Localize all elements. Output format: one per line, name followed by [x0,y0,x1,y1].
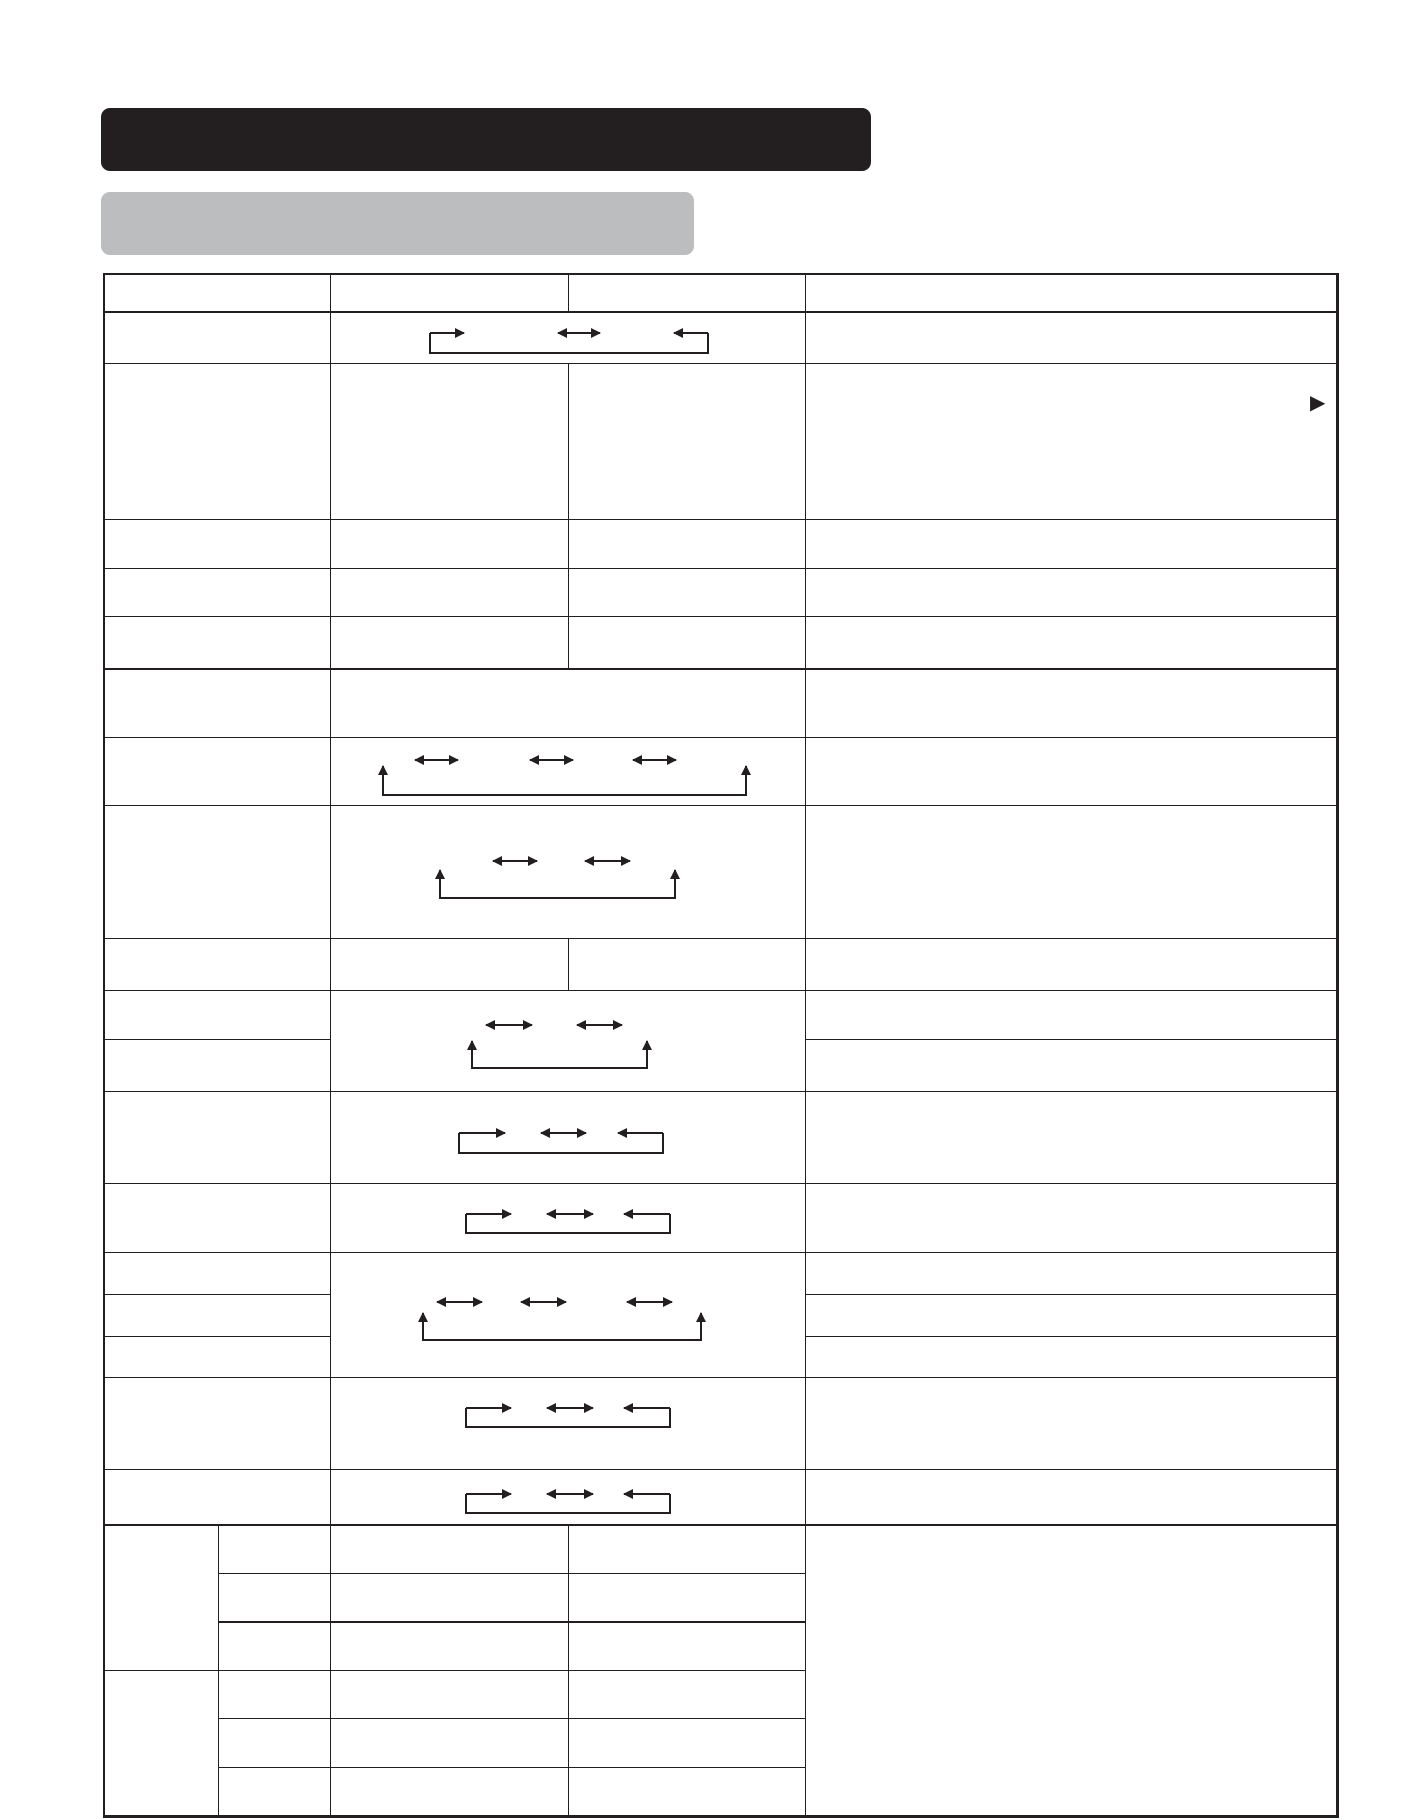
return-line [466,1214,670,1233]
cycle-diagram [440,861,675,898]
cycle-loop-diagram [466,1494,670,1513]
return-line [459,1133,663,1153]
return-line [423,1315,701,1340]
return-line [472,1043,647,1068]
play-triangle-icon: ▶ [1310,392,1326,414]
cycle-diagram [472,1025,647,1068]
return-line [466,1494,670,1513]
cycle-loop-diagram [466,1408,670,1427]
return-line [383,768,746,795]
return-line [466,1408,670,1427]
cycle-loop-diagram [459,1133,663,1153]
cycle-loop-diagram [430,333,708,353]
return-line [440,872,675,898]
cycle-diagram [383,760,746,795]
cycle-diagram [423,1302,701,1340]
return-line [430,333,708,353]
cycle-loop-diagram [466,1214,670,1233]
